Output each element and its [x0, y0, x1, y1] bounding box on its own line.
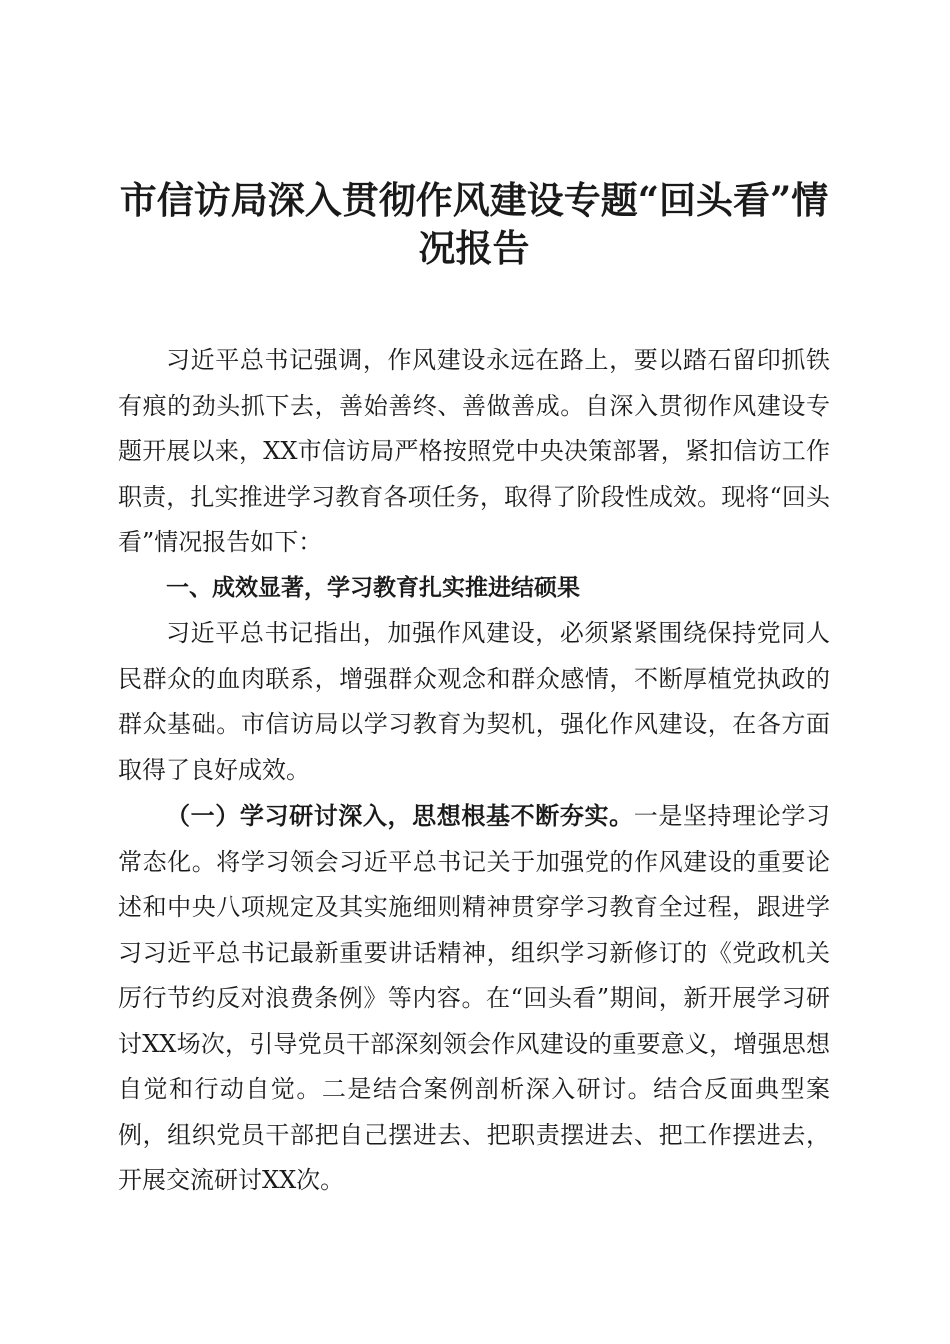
subsection-1-body: 一是坚持理论学习常态化。将学习领会习近平总书记关于加强党的作风建设的重要论述和中央八项规定及其实施细则精神贯穿学习教育全过程，跟进学习习近平总书记最新重要讲话精神，组织学习新修订的《党政机关厉行节约反对浪费条例》等内容。在“回头看”期间，新开展学习研讨XX场次，引导党员干部深刻领会作风建设的重要意义，增强思想自觉和行动自觉。二是结合案例剖析深入研讨。结合反面典型案例，组织党员干部把自己摆进去、把职责摆进去、把工作摆进去，开展交流研讨XX次。 [118, 802, 831, 1194]
title-line-2: 况报告 [418, 226, 530, 270]
subsection-1-paragraph [118, 793, 830, 1204]
intro-paragraph: 习近平总书记强调，作风建设永远在路上，要以踏石留印抓铁有痕的劲头抓下去，善始善终、善做善成。自深入贯彻作风建设专题开展以来，XX市信访局严格按照党中央决策部署，紧扣信访工作职责，扎实推进学习教育各项任务，取得了阶段性成效。现将“回头看”情况报告如下： [118, 346, 830, 556]
subsection-1-lead: （一）学习研讨深入，思想根基不断夯实。 [166, 801, 634, 830]
document-title [118, 150, 830, 272]
section-1-paragraph: 习近平总书记指出，加强作风建设，必须紧紧围绕保持党同人民群众的血肉联系，增强群众观念和群众感情，不断厚植党执政的群众基础。市信访局以学习教育为契机，强化作风建设，在各方面取得了良好成效。 [118, 619, 830, 784]
title-line-1: 市信访局深入贯彻作风建设专题“回头看”情 [119, 178, 829, 222]
section-1-heading: 一、成效显著，学习教育扎实推进结硕果 [166, 574, 580, 601]
document-page [118, 150, 830, 1204]
document-body [118, 338, 830, 1204]
